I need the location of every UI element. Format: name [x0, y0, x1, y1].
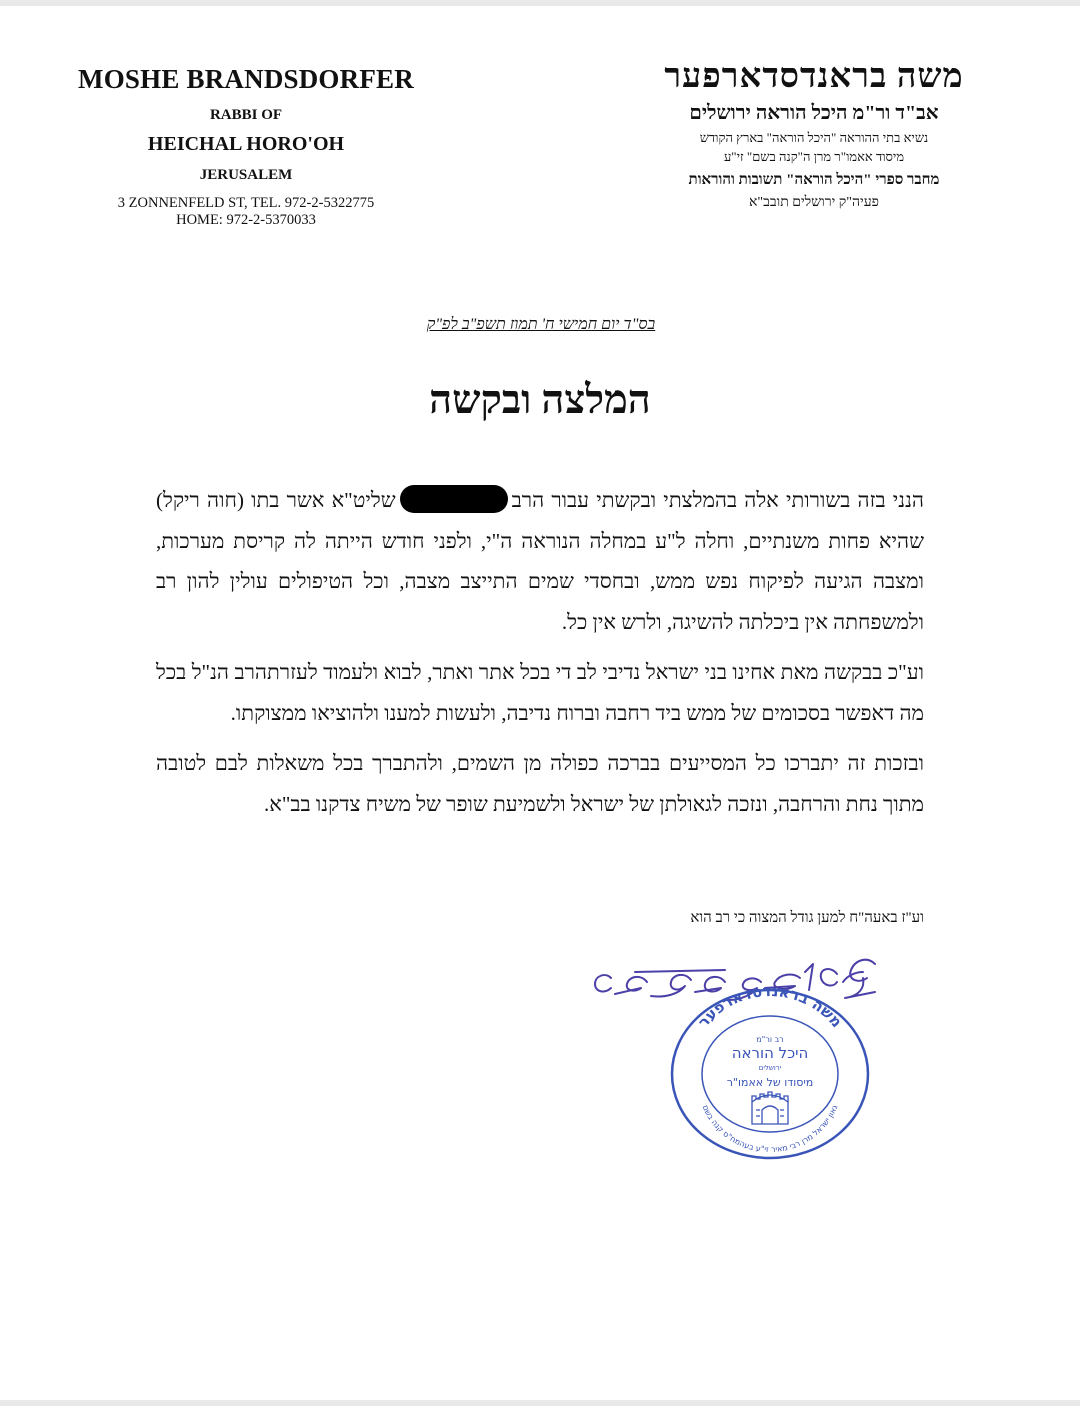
stamp-gate-emblem	[752, 1092, 788, 1124]
official-stamp	[668, 986, 872, 1162]
stamp-bottom-path: גאון ישראל מרן רבי מאיר זי"ע בעהמח"ס קנה בשם	[700, 1103, 840, 1155]
body-paragraph-2: וע"כ בבקשה מאת אחינו בני ישראל נדיבי לב די בכל אתר ואתר, לבוא ולעמוד לעזרתהרב הנ"ל בכל מה דאפשר בסכומים של ממש ביד רחבה וברוח נדיבה, ולעשות למענו ולהוציאו ממצוקתו.	[156, 660, 924, 725]
letter-title: המלצה ובקשה	[429, 377, 651, 422]
stamp-inner-line1: רב ור"מ	[756, 1035, 784, 1044]
letterhead-he-line1: אב"ד ור"מ היכל הוראה ירושלים	[689, 102, 939, 124]
stamp-inner-line2: היכל הוראה	[731, 1044, 809, 1062]
rabbi-name-en: MOSHE BRANDSDORFER	[78, 64, 414, 94]
letterhead-he-line4: מחבר ספרי "היכל הוראה" תשובות והוראות	[688, 172, 940, 188]
address-en	[60, 195, 432, 229]
redaction-mark	[400, 485, 508, 513]
letterhead-hebrew	[644, 58, 984, 211]
body-paragraph-3: ובזכות זה יתברכו כל המסייעים בברכה כפולה מן השמים, ולהתברך בכל משאלות לבם לטובה מתוך נחת והרחבה, ונזכה לגאולתן של ישראל ולשמיעת שופר של משיח צדקנו בב"א.	[156, 751, 924, 816]
address-line: 3 ZONNENFELD ST, TEL. 972-2-5322775	[117, 195, 375, 211]
letter-page	[0, 6, 1080, 1400]
paragraph-1-end: שליט"א אשר בתו (חוה ריקל) שהיא פחות משנתיים, וחלה ל"ע במחלה הנוראה ה"י, ולפני חודש הייתה לה קריסת מערכות, ומצבה הגיעה לפיקוח נפש ממש, ובחסדי שמים התייצב מצבה, וכל הטיפולים עולין להון רב ולמשפחתה אין ביכלתה להשיגה, ולרש אין כל.	[156, 488, 924, 634]
body-paragraph-1	[156, 480, 924, 642]
stamp-outer-text	[694, 986, 846, 1031]
letter-body	[156, 480, 924, 834]
closing-line: וע"ז באעה"ח למען גודל המצוה כי רב הוא	[690, 910, 924, 926]
paragraph-1-start: הנני בזה בשורותי אלה בהמלצתי ובקשתי עבור הרב	[511, 488, 924, 512]
institution-name-en: HEICHAL HORO'OH	[147, 133, 345, 155]
stamp-inner-line3: ירושלים	[758, 1064, 782, 1072]
letterhead-he-line3: מיסוד אאמו"ר מרן ה"קנה בשם" זי"ע	[723, 149, 905, 164]
stamp-inner-line4: מיסודו של אאמו"ר	[726, 1076, 814, 1089]
city-en: JERUSALEM	[199, 167, 293, 183]
rabbi-name-he: משה בראנדסדארפער	[664, 58, 964, 95]
letterhead-he-line2: נשיא בתי ההוראה "היכל הוראה" בארץ הקודש	[699, 130, 929, 145]
stamp-outer-path: משה בראנדסדארפער	[694, 986, 846, 1031]
letterhead-he-line5: פעיה"ק ירושלים תובב"א	[749, 195, 879, 210]
rabbi-of-label: RABBI OF	[209, 107, 283, 123]
letter-date: בס"ד יום חמישי ח' תמוז תשפ"ב לפ"ק	[426, 316, 656, 333]
home-phone: HOME: 972-2-5370033	[176, 212, 316, 228]
letterhead-english	[60, 60, 432, 229]
